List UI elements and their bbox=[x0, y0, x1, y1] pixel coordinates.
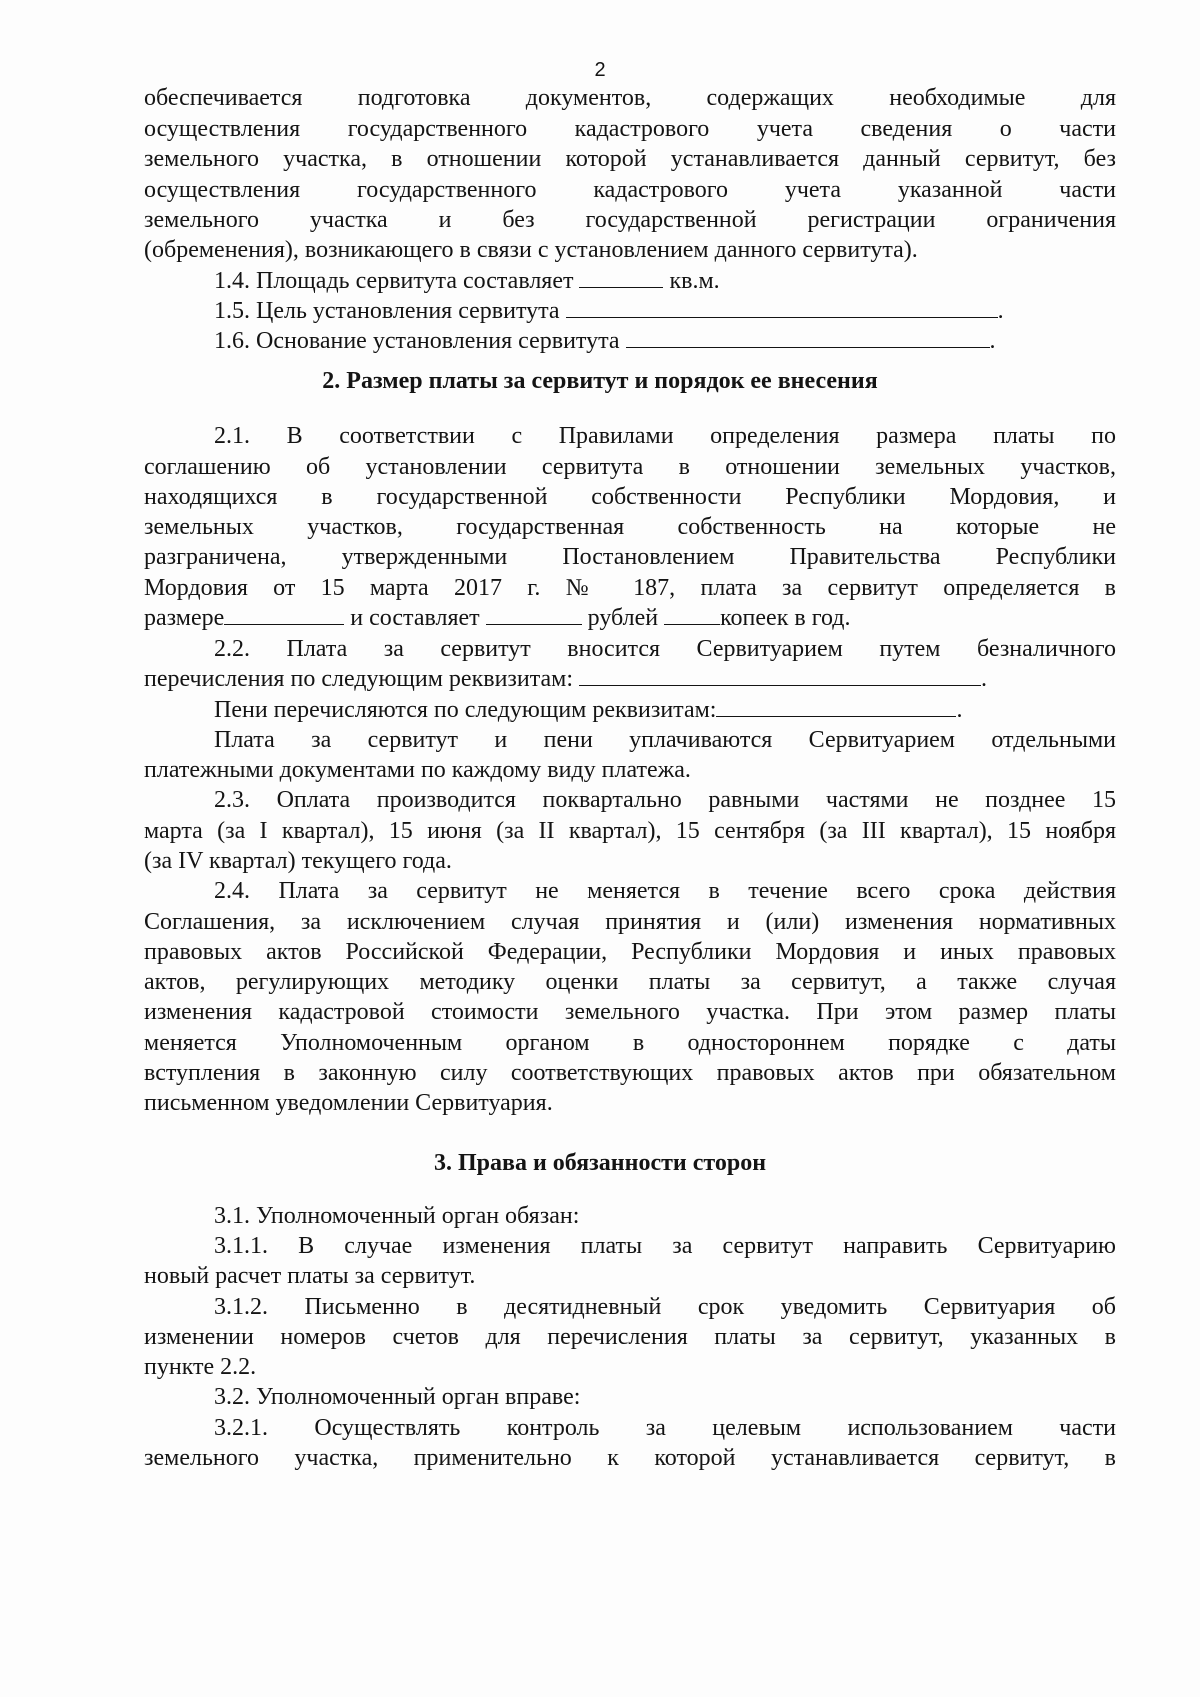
text-line: обеспечивается подготовка документов, содержащих необходимые для bbox=[144, 85, 1116, 111]
text-line: (обременения), возникающего в связи с установлением данного сервитута). bbox=[144, 237, 918, 263]
text-line: Мордовия от 15 марта 2017 г. № 187, плата за сервитут определяется в bbox=[144, 575, 1116, 601]
size-blank-field[interactable] bbox=[224, 602, 344, 625]
requisites-blank-field[interactable] bbox=[579, 663, 981, 686]
text-line: земельного участка и без государственной регистрации ограничения bbox=[144, 207, 1116, 233]
clause-label: 1.4. Площадь сервитута составляет bbox=[214, 268, 574, 294]
rubles-blank-field[interactable] bbox=[486, 602, 582, 625]
text-fragment: перечисления по следующим реквизитам: bbox=[144, 666, 574, 692]
text-line: Соглашения, за исключением случая принятия и (или) изменения нормативных bbox=[144, 909, 1116, 935]
text-line: 2.3. Оплата производится поквартально равными частями не позднее 15 bbox=[214, 787, 1116, 813]
text-line: земельных участков, государственная собственность на которые не bbox=[144, 514, 1116, 540]
clause-1-5 bbox=[214, 295, 1004, 327]
text-line: земельного участка, применительно к которой устанавливается сервитут, в bbox=[144, 1445, 1116, 1471]
text-line: 3.2. Уполномоченный орган вправе: bbox=[214, 1384, 581, 1410]
text-line: письменном уведомлении Сервитуария. bbox=[144, 1090, 553, 1116]
punctuation: . bbox=[997, 298, 1004, 324]
punctuation: . bbox=[989, 328, 996, 354]
payment-amount-line bbox=[144, 602, 1116, 634]
section-3-heading: 3. Права и обязанности сторон bbox=[433, 1150, 767, 1176]
penalty-requisites-blank-field[interactable] bbox=[716, 694, 956, 717]
section-2-heading: 2. Размер платы за сервитут и порядок ее внесения bbox=[322, 368, 878, 394]
clause-label: 1.6. Основание установления сервитута bbox=[214, 328, 620, 354]
text-fragment: копеек в год. bbox=[720, 605, 851, 631]
text-line: земельного участка, в отношении которой устанавливается данный сервитут, без bbox=[144, 146, 1116, 172]
area-unit: кв.м. bbox=[669, 268, 720, 294]
text-line: правовых актов Российской Федерации, Республики Мордовия и иных правовых bbox=[144, 939, 1116, 965]
text-line: 3.2.1. Осуществлять контроль за целевым использованием части bbox=[214, 1415, 1116, 1441]
text-line: изменении номеров счетов для перечисления платы за сервитут, указанных в bbox=[144, 1324, 1116, 1350]
text-fragment: Пени перечисляются по следующим реквизитам: bbox=[214, 697, 717, 723]
purpose-blank-field[interactable] bbox=[566, 295, 998, 318]
requisites-line bbox=[144, 663, 1116, 695]
text-fragment: рублей bbox=[587, 605, 659, 631]
text-line: марта (за I квартал), 15 июня (за II квартал), 15 сентября (за III квартал), 15 ноября bbox=[144, 818, 1116, 844]
punctuation: . bbox=[956, 697, 963, 723]
text-line: актов, регулирующих методику оценки платы за сервитут, а также случая bbox=[144, 969, 1116, 995]
text-line: 2.2. Плата за сервитут вносится Сервитуарием путем безналичного bbox=[214, 636, 1116, 662]
clause-1-4 bbox=[214, 265, 720, 297]
text-line: осуществления государственного кадастрового учета указанной части bbox=[144, 177, 1116, 203]
text-line: платежными документами по каждому виду платежа. bbox=[144, 757, 691, 783]
text-line: 3.1.1. В случае изменения платы за сервитут направить Сервитуарию bbox=[214, 1233, 1116, 1259]
text-line: 3.1. Уполномоченный орган обязан: bbox=[214, 1203, 580, 1229]
text-line: новый расчет платы за сервитут. bbox=[144, 1263, 476, 1289]
text-line: 3.1.2. Письменно в десятидневный срок уведомить Сервитуария об bbox=[214, 1294, 1116, 1320]
text-line: разграничена, утвержденными Постановлением Правительства Республики bbox=[144, 544, 1116, 570]
clause-1-6 bbox=[214, 325, 996, 357]
text-line: 2.1. В соответствии с Правилами определения размера платы по bbox=[214, 423, 1116, 449]
kopecks-blank-field[interactable] bbox=[664, 602, 720, 625]
text-line: меняется Уполномоченным органом в одностороннем порядке с даты bbox=[144, 1030, 1116, 1056]
area-blank-field[interactable] bbox=[579, 265, 663, 288]
text-line: (за IV квартал) текущего года. bbox=[144, 848, 452, 874]
text-line: соглашению об установлении сервитута в отношении земельных участков, bbox=[144, 454, 1116, 480]
text-line: пункте 2.2. bbox=[144, 1354, 257, 1380]
page-number: 2 bbox=[594, 59, 606, 81]
clause-label: 1.5. Цель установления сервитута bbox=[214, 298, 560, 324]
text-line: вступления в законную силу соответствующих правовых актов при обязательном bbox=[144, 1060, 1116, 1086]
text-line: находящихся в государственной собственности Республики Мордовия, и bbox=[144, 484, 1116, 510]
penalty-requisites-line bbox=[214, 694, 962, 726]
basis-blank-field[interactable] bbox=[626, 325, 990, 348]
text-fragment: и составляет bbox=[350, 605, 480, 631]
punctuation: . bbox=[981, 666, 988, 692]
text-line: изменения кадастровой стоимости земельного участка. При этом размер платы bbox=[144, 999, 1116, 1025]
text-line: 2.4. Плата за сервитут не меняется в течение всего срока действия bbox=[214, 878, 1116, 904]
text-line: осуществления государственного кадастрового учета сведения о части bbox=[144, 116, 1116, 142]
text-fragment: размере bbox=[144, 605, 225, 631]
text-line: Плата за сервитут и пени уплачиваются Сервитуарием отдельными bbox=[214, 727, 1116, 753]
